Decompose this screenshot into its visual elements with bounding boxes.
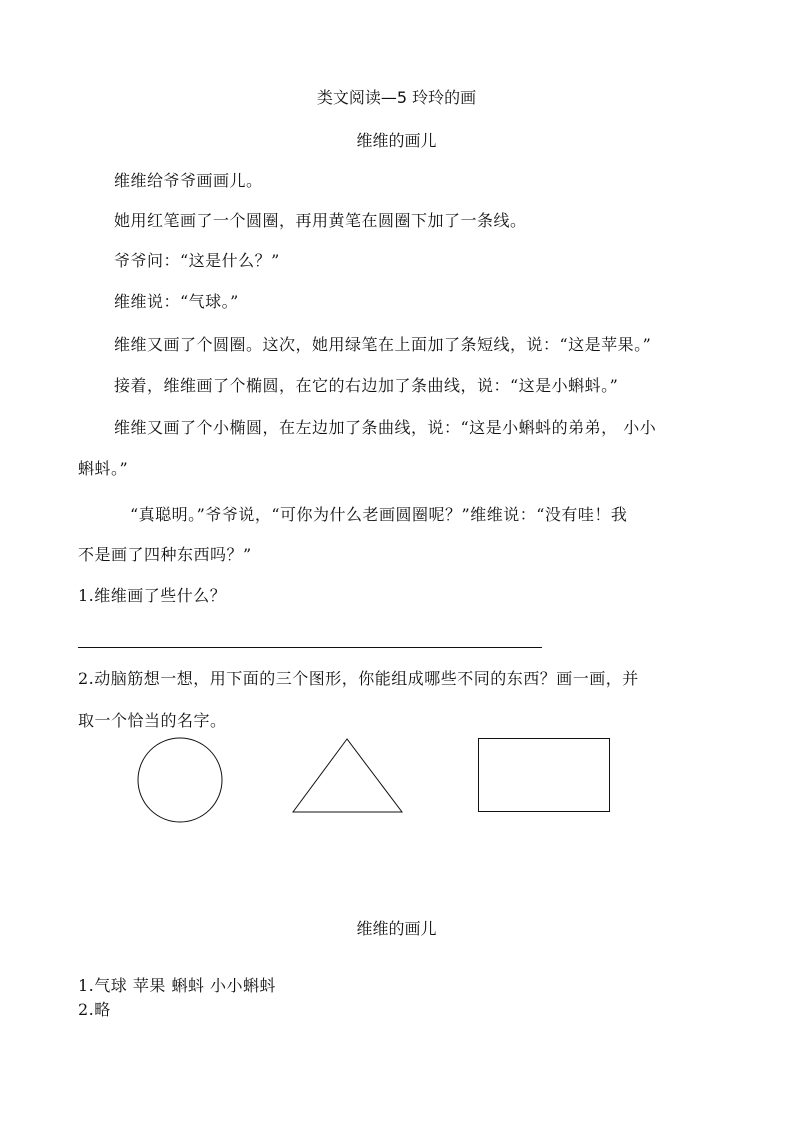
story-paragraph-6: 接着，维维画了个椭圆，在它的右边加了条曲线，说：“这是小蝌蚪。” (114, 376, 619, 395)
story-paragraph-8-line-2: 不是画了四种东西吗？” (78, 545, 252, 564)
story-paragraph-3: 爷爷问：“这是什么？” (114, 251, 280, 270)
story-paragraph-8-line-1: “真聪明。”爷爷说，“可你为什么老画圆圈呢？”维维说：“没有哇！我 (130, 505, 628, 524)
story-paragraph-4: 维维说：“气球。” (114, 292, 239, 311)
story-paragraph-1: 维维给爷爷画画儿。 (114, 171, 263, 190)
question-1: 1.维维画了些什么？ (78, 586, 227, 605)
story-paragraph-7-line-1: 维维又画了个小椭圆，在左边加了条曲线，说：“这是小蝌蚪的弟弟， 小小 (114, 418, 657, 437)
story-paragraph-7-line-2: 蝌蚪。” (78, 459, 129, 478)
circle-shape (138, 738, 222, 822)
series-title: 类文阅读—5 玲玲的画 (316, 88, 477, 107)
story-title: 维维的画儿 (356, 131, 437, 150)
question-2-line-2: 取一个恰当的名字。 (78, 711, 227, 730)
answer-1: 1.气球 苹果 蝌蚪 小小蝌蚪 (78, 976, 277, 995)
story-paragraph-2: 她用红笔画了一个圆圈，再用黄笔在圆圈下加了一条线。 (114, 211, 527, 230)
rectangle-shape (479, 739, 610, 812)
answers-title: 维维的画儿 (356, 919, 437, 938)
question-2-line-1: 2.动脑筋想一想，用下面的三个图形，你能组成哪些不同的东西？画一画，并 (78, 669, 639, 688)
triangle-shape (293, 739, 402, 812)
story-paragraph-5: 维维又画了个圆圈。这次，她用绿笔在上面加了条短线，说：“这是苹果。” (114, 335, 652, 354)
answer-2: 2.略 (78, 1000, 111, 1019)
